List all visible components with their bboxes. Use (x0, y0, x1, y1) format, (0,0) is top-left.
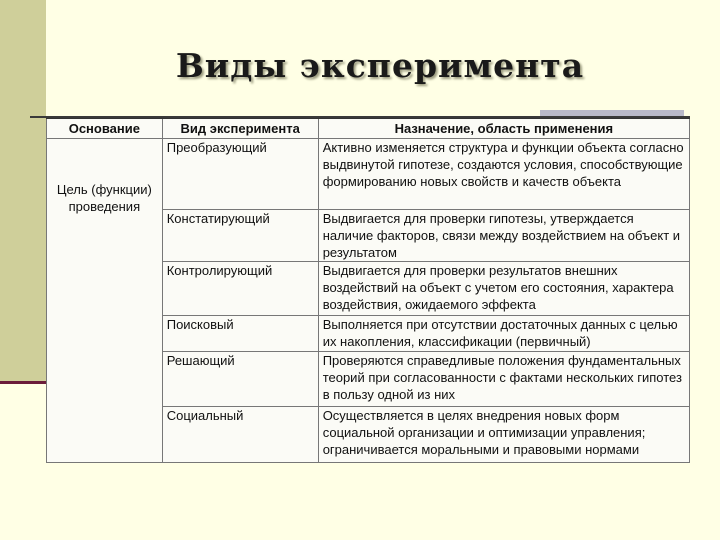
type-cell: Преобразующий (162, 139, 318, 209)
basis-text: Цель (функции) проведения (56, 181, 152, 214)
purpose-cell: Выполняется при отсутствии достаточных данных с целью их накопления, классификации (первичный) (318, 316, 689, 352)
purpose-cell: Проверяются справедливые положения фундаментальных теорий при согласованности с фактами нескольких гипотез в пользу одной из них (318, 352, 689, 406)
table-header-row (47, 119, 690, 139)
header-type: Вид эксперимента (162, 119, 318, 139)
purpose-cell: Выдвигается для проверки результатов внешних воздействий на объект с учетом его состояния, характера воздействия, ожидаемого эффекта (318, 261, 689, 315)
purpose-cell: Выдвигается для проверки гипотезы, утверждается наличие факторов, связи между воздействием на объект и результатом (318, 209, 689, 261)
purpose-cell: Активно изменяется структура и функции объекта согласно выдвинутой гипотезе, создаются условия, способствующие формированию новых свойств и качеств объекта (318, 139, 689, 209)
type-cell: Решающий (162, 352, 318, 406)
basis-cell (47, 139, 163, 463)
type-cell: Контролирующий (162, 261, 318, 315)
left-decor-line (0, 381, 46, 384)
type-cell: Поисковый (162, 316, 318, 352)
experiment-types-table (46, 118, 690, 463)
slide-title: Виды эксперимента (175, 46, 585, 85)
type-cell: Констатирующий (162, 209, 318, 261)
header-purpose: Назначение, область применения (318, 119, 689, 139)
purpose-cell: Осуществляется в целях внедрения новых форм социальной организации и оптимизации управления; ограничивается моральными и правовыми нормами (318, 406, 689, 462)
header-basis: Основание (47, 119, 163, 139)
table-row (47, 139, 690, 209)
type-cell: Социальный (162, 406, 318, 462)
